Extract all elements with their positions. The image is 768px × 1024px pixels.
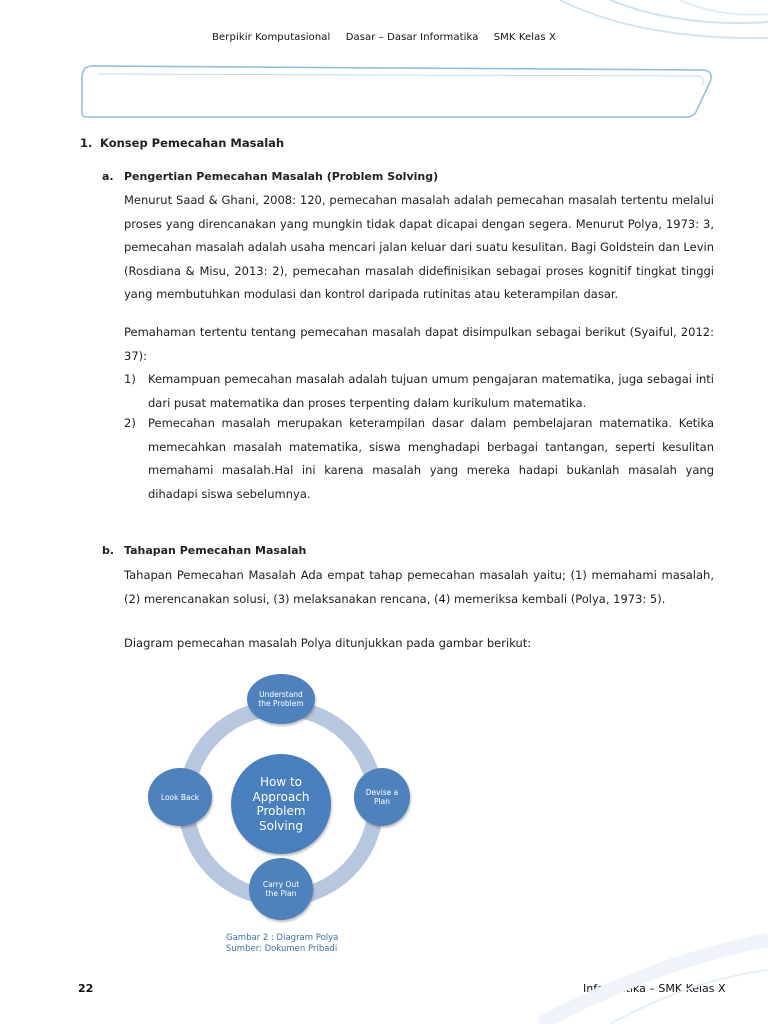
header-class: SMK Kelas X: [493, 32, 556, 43]
diagram-node-devise-label: Devise a Plan: [365, 788, 399, 806]
bottom-decoration: [520, 900, 768, 1024]
subsection-b-paragraph-2: Diagram pemecahan masalah Polya ditunjukkan pada gambar berikut:: [124, 636, 532, 650]
header-topic: Dasar – Dasar Informatika: [345, 32, 479, 43]
subsection-b-title: Tahapan Pemecahan Masalah: [124, 544, 307, 557]
footer-title: Informatika – SMK Kelas X: [583, 982, 726, 995]
running-header: [0, 32, 768, 43]
diagram-center-label: How to Approach Problem Solving: [252, 775, 310, 833]
page-number: 22: [78, 982, 94, 995]
diagram-node-carry-out-label: Carry Out the Plan: [262, 880, 300, 898]
section-number: 1.: [80, 136, 93, 150]
subsection-a-paragraph-2: Pemahaman tertentu tentang pemecahan masalah dapat disimpulkan sebagai berikut (Syaiful, 2012: 37):: [124, 325, 714, 363]
diagram-node-devise: [354, 768, 410, 826]
header-subject: Berpikir Komputasional: [212, 32, 331, 43]
subsection-a-title: Pengertian Pemecahan Masalah (Problem Solving): [124, 170, 439, 183]
section-title: Konsep Pemecahan Masalah: [100, 136, 285, 150]
subsection-b-letter: b.: [102, 544, 115, 557]
list-item-1-number: 1): [124, 372, 136, 386]
list-item-2-text: Pemecahan masalah merupakan keterampilan dasar dalam pembelajaran matematika. Ketika memecahkan masalah matematika, siswa menghadapi berbagai tantangan, seperti kesulitan memahami masalah.Hal ini karena masalah yang mereka hadapi bukanlah masalah yang dihadapi siswa sebelumnya.: [148, 416, 714, 501]
diagram-node-look-back: [148, 768, 212, 826]
diagram-node-understand: [247, 674, 315, 724]
header-banner: [78, 62, 718, 120]
diagram-node-understand-label: Understand the Problem: [258, 690, 304, 708]
diagram-center-node: [231, 754, 331, 854]
polya-diagram: [144, 672, 414, 940]
figure-source: Sumber: Dokumen Pribadi: [226, 944, 338, 954]
subsection-a-paragraph-1: Menurut Saad & Ghani, 2008: 120, pemecahan masalah adalah pemecahan masalah tertentu melalui proses yang direncanakan yang mungkin tidak dapat dicapai dengan segera. Menurut Polya, 1973: 3, pemecahan masalah adalah usaha mencari jalan keluar dari suatu kesulitan. Bagi Goldstein dan Levin (Rosdiana & Misu, 2013: 2), pemecahan masalah didefinisikan sebagai proses kognitif tingkat tinggi yang membutuhkan modulasi dan kontrol daripada rutinitas atau keterampilan dasar.: [124, 193, 714, 301]
list-item-1-text: Kemampuan pemecahan masalah adalah tujuan umum pengajaran matematika, juga sebagai inti dari pusat matematika dan proses terpenting dalam kurikulum matematika.: [148, 372, 714, 410]
diagram-node-carry-out: [249, 858, 313, 920]
list-item-2-number: 2): [124, 416, 136, 430]
subsection-b-paragraph-1: Tahapan Pemecahan Masalah Ada empat tahap pemecahan masalah yaitu; (1) memahami masalah, (2) merencanakan solusi, (3) melaksanakan rencana, (4) memeriksa kembali (Polya, 1973: 5).: [124, 568, 714, 606]
figure-caption: Gambar 2 : Diagram Polya: [226, 933, 339, 943]
diagram-node-look-back-label: Look Back: [160, 792, 200, 802]
subsection-a-letter: a.: [102, 170, 114, 183]
